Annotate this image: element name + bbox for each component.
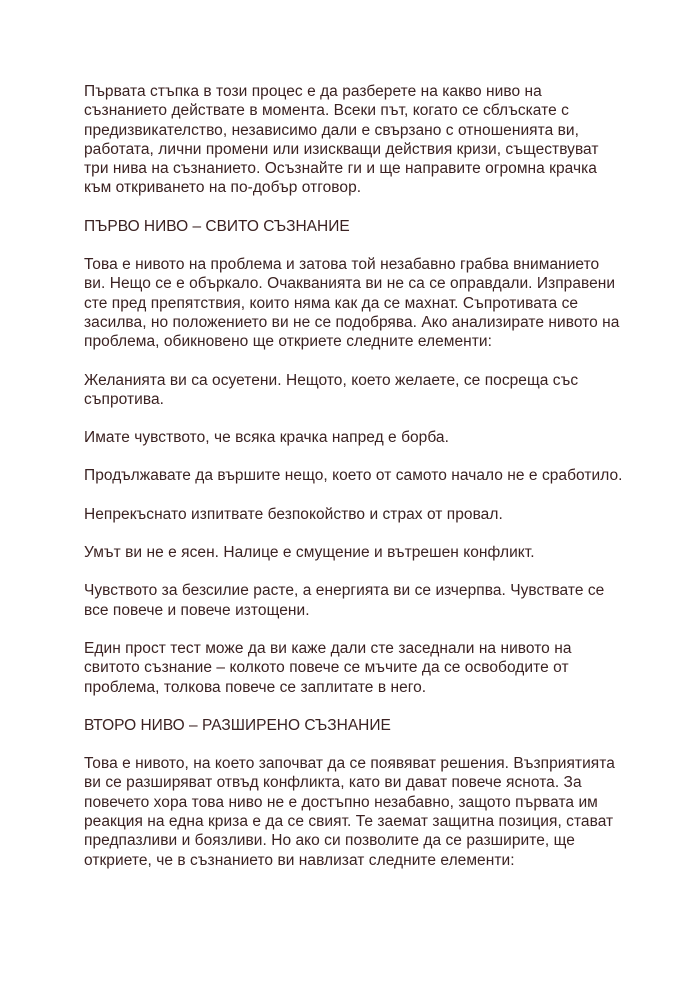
section-1-paragraph: Това е нивото на проблема и затова той незабавно грабва вниманието ви. Нещо се е объркало. Очакванията ви не са се оправдали. Изправени сте пред препятствия, които няма как да се махнат. Съпротивата се засилва, но положението ви не се подобрява. Ако анализирате нивото на проблема, обикновено ще откриете следните елементи: [84,256,620,351]
section-1-item: Желанията ви са осуетени. Нещото, което желаете, се посреща със съпротива. [84,371,579,408]
section-1-item: Имате чувството, че всяка крачка напред е борба. [84,429,449,447]
section-1-item: Непрекъснато изпитвате безпокойство и страх от провал. [84,505,503,523]
section-1-item: Чувството за безсилие расте, а енергията ви се изчерпва. Чувствате се все повече и повече изтощени. [84,582,605,619]
section-1-item: Умът ви не е ясен. Налице е смущение и вътрешен конфликт. [84,544,535,562]
section-1-item: Продължавате да вършите нещо, което от самото начало не е сработило. [84,467,623,485]
section-1-closing: Един прост тест може да ви каже дали сте заседнали на нивото на свитото съзнание – колкото повече се мъчите да се освободите от проблема, толкова повече се заплитате в него. [84,639,572,696]
section-2-paragraph: Това е нивото, на което започват да се появяват решения. Възприятията ви се разширяват отвъд конфликта, като ви дават повече яснота. За повечето хора това ниво не е достъпно незабавно, защото първата им реакция на една криза е да се свият. Те заемат защитна позиция, стават предпазливи и боязливи. Но ако си позволите да се разширите, ще откриете, че в съзнанието ви навлизат следните елементи: [84,755,615,869]
section-2-heading: ВТОРО НИВО – РАЗШИРЕНО СЪЗНАНИЕ [84,716,391,734]
section-1-heading: ПЪРВО НИВО – СВИТО СЪЗНАНИЕ [84,217,350,235]
document-page [84,82,624,889]
intro-paragraph: Първата стъпка в този процес е да разберете на какво ниво на съзнанието действате в момента. Всеки път, когато се сблъскате с предизвикателство, независимо дали е свързано с отношенията ви, работата, лични промени или изискващи действия кризи, съществуват три нива на съзнанието. Осъзнайте ги и ще направите огромна крачка към откриването на по-добър отговор. [84,83,599,197]
